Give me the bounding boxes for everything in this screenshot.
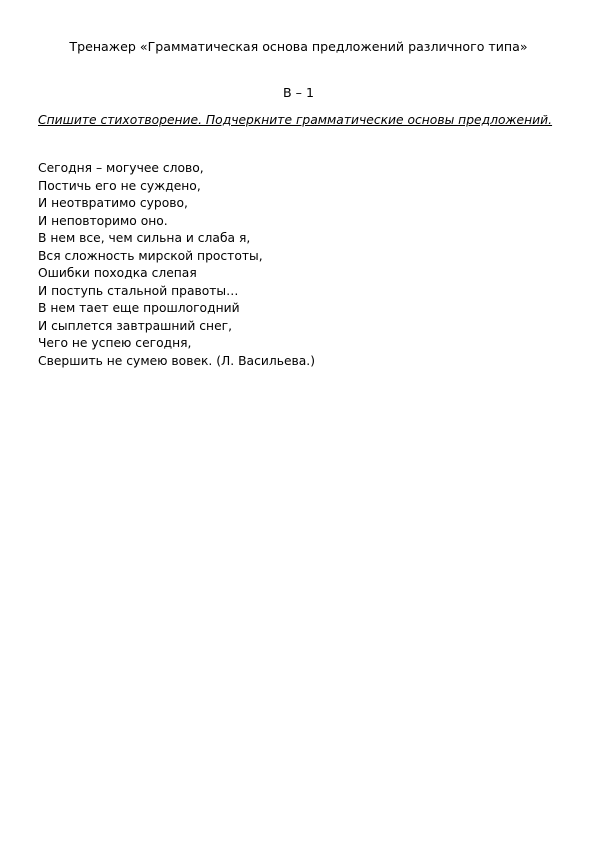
poem-line: И сыплется завтрашний снег, (38, 318, 233, 333)
document-title: Тренажер «Грамматическая основа предложений различного типа» (69, 39, 528, 54)
poem-line: И неотвратимо сурово, (38, 196, 188, 210)
poem-line: Постичь его не суждено, (38, 178, 201, 193)
variant-label: В – 1 (283, 85, 314, 100)
poem-line: Чего не успею сегодня, (38, 336, 192, 350)
poem-line: Свершить не сумею вовек. (Л. Васильева.) (38, 353, 315, 368)
poem-line: Вся сложность мирской простоты, (38, 248, 263, 263)
poem-text (38, 160, 557, 370)
poem-line: Ошибки походка слепая (38, 266, 197, 280)
poem-line: Сегодня – могучее слово, (38, 161, 204, 175)
poem-line: И неповторимо оно. (38, 213, 168, 228)
poem-line: В нем все, чем сильна и слаба я, (38, 231, 251, 245)
poem-line: В нем тает еще прошлогодний (38, 301, 240, 315)
poem-line: И поступь стальной правоты… (38, 283, 239, 298)
task-instruction: Спишите стихотворение. Подчеркните грамматические основы предложений. (38, 113, 553, 127)
